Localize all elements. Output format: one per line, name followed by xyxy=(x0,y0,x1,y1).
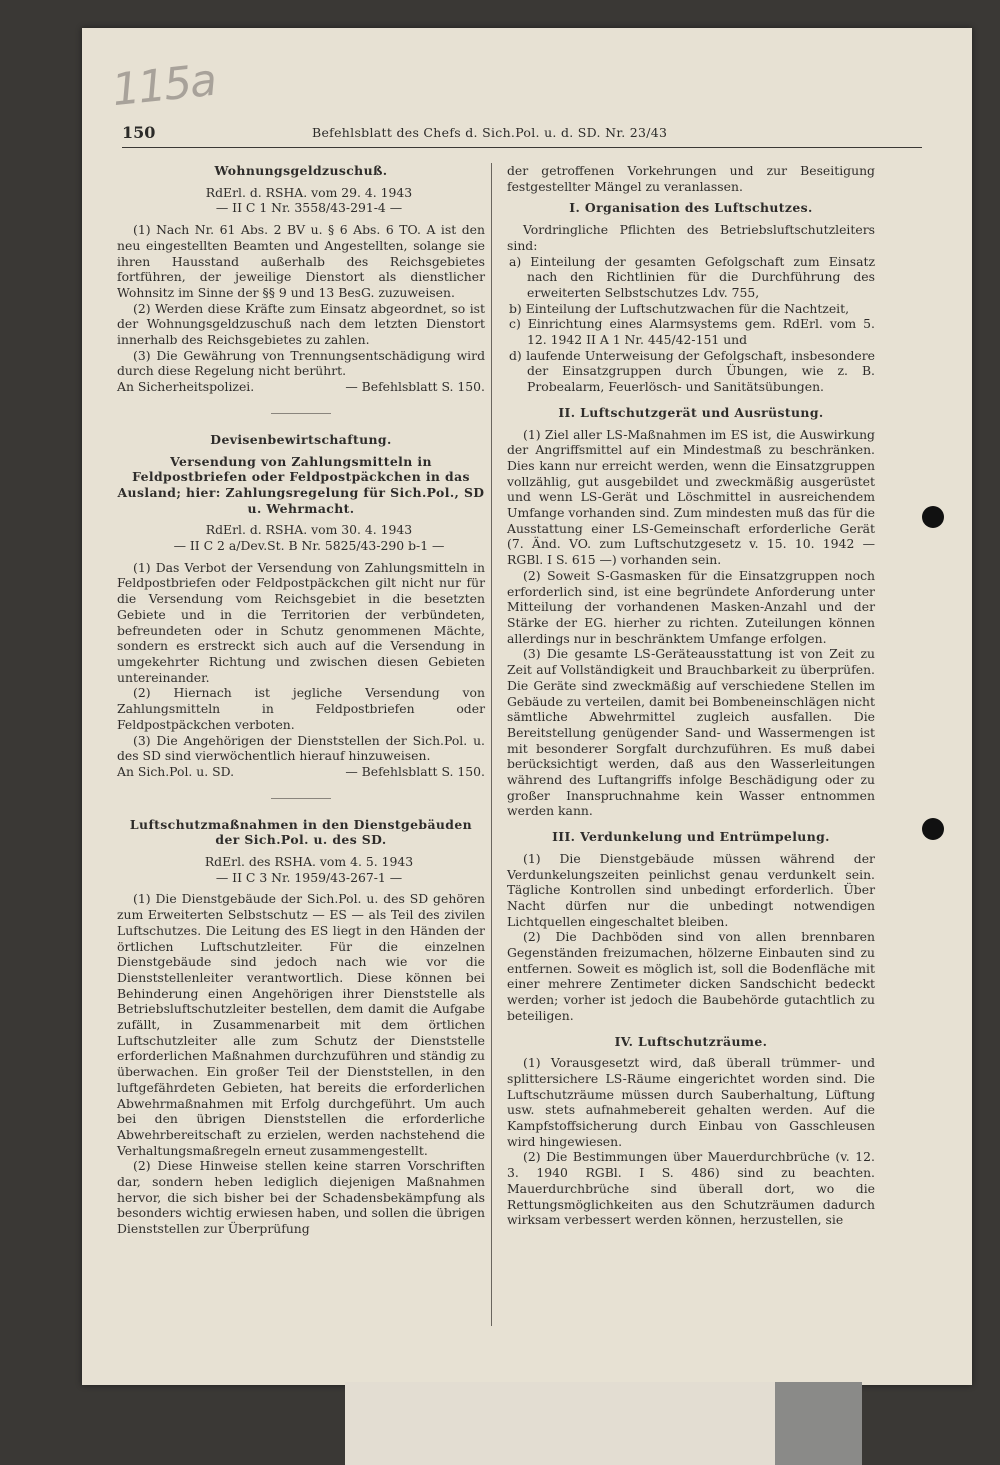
paragraph: (3) Die Angehörigen der Dienststellen der Sich.Pol. u. des SD sind vierwöchentlich hierauf hinzuweisen. xyxy=(117,732,485,764)
distribution-line xyxy=(117,764,485,780)
section-luftschutzmassnahmen xyxy=(117,817,485,1237)
subsection-heading: IV. Luftschutzräume. xyxy=(614,1033,768,1049)
paragraph: (3) Die gesamte LS-Geräteausstattung ist von Zeit zu Zeit auf Vollständigkeit und Brauchbarkeit zu überprüfen. Die Geräte sind zweckmäßig auf verschiedene Stellen im Gebäude zu verteilen, damit bei Bombeneinschlägen nicht sämtliche Abwehrmittel zugleich ausfallen. Die Bereitstellung genügender Sand- und Wassermengen ist mit besonderer Sorgfalt durchzuführen. Es muß dabei berücksichtigt werden, daß aus den Wasserleitungen während des Luftangriffs infolge Beschädigung oder zu großer Inanspruchnahme kein Wasser entnommen werden kann. xyxy=(507,646,875,819)
punch-hole xyxy=(922,506,944,528)
section-separator xyxy=(271,798,331,799)
paragraph: (3) Die Gewährung von Trennungsentschädigung wird durch diese Regelung nicht berührt. xyxy=(117,347,485,379)
paragraph: (1) Die Dienstgebäude müssen während der Verdunkelungszeiten peinlichst genau verdunkelt sein. Tägliche Kontrollen sind unbedingt erforderlich. Über Nacht dürfen nur die unbedingt notwendigen Lichtquellen eingeschaltet bleiben. xyxy=(507,850,875,929)
paragraph: (2) Diese Hinweise stellen keine starren Vorschriften dar, sondern heben lediglich diejenigen Maßnahmen hervor, die sich bisher bei der Schadensbekämpfung als besonders wichtig erwiesen haben, und sollen die übrigen Dienststellen zur Überprüfung xyxy=(117,1158,485,1237)
paragraph: (2) Die Bestimmungen über Mauerdurchbrüche (v. 12. 3. 1940 RGBl. I S. 486) sind zu beachten. Mauerdurchbrüche sind überall dort, wo die Rettungsmöglichkeiten aus den Schutzräumen dadurch wirksam verbessert werden können, herzustellen, sie xyxy=(507,1149,875,1228)
section-separator xyxy=(271,413,331,414)
file-number: — II C 3 Nr. 1959/43-267-1 — xyxy=(215,869,403,885)
section-title: Wohnungsgeldzuschuß. xyxy=(214,163,388,178)
section-subtitle: Versendung von Zahlungsmitteln in Feldpostbriefen oder Feldpostpäckchen in das Ausland; hier: Zahlungsregelung für Sich.Pol., SD u. Wehrmacht. xyxy=(117,453,485,516)
recipient: An Sich.Pol. u. SD. xyxy=(117,763,235,779)
calibration-card-light xyxy=(345,1382,775,1465)
paragraph: (2) Soweit S-Gasmasken für die Einsatzgruppen noch erforderlich sind, ist eine begründete Anforderung unter Mitteilung der vorhandenen Masken-Anzahl und der Stärke der EG. hierher zu richten. Zuteilungen können allerdings nur in beschränktem Umfange erfolgen. xyxy=(507,567,875,646)
file-number: — II C 2 a/Dev.St. B Nr. 5825/43-290 b-1 — xyxy=(173,538,445,554)
decree-reference: RdErl. d. RSHA. vom 30. 4. 1943 xyxy=(205,522,413,538)
publication-ref: — Befehlsblatt S. 150. xyxy=(345,379,485,395)
list-item: c) Einrichtung eines Alarmsystems gem. RdErl. vom 5. 12. 1942 II A 1 Nr. 445/42-151 und xyxy=(509,316,875,348)
section-devisenbewirtschaftung xyxy=(117,432,485,780)
paragraph: (1) Ziel aller LS-Maßnahmen im ES ist, die Auswirkung der Angriffsmittel auf ein Mindestmaß zu beschränken. Dies kann nur erreicht werden, wenn die Einsatzgruppen vollzählig, gut ausgebildet und zweckmäßig ausgerüstet und wenn LS-Gerät und Löschmittel in ausreichendem Umfange vorhanden sind. Zum mindesten muß das für die Ausstattung einer LS-Gemeinschaft erforderliche Gerät (7. Änd. VO. zum Luftschutzgesetz v. 15. 10. 1942 — RGBl. I S. 615 —) vorhanden sein. xyxy=(507,426,875,568)
publication-ref: — Befehlsblatt S. 150. xyxy=(345,763,485,779)
section-title: Luftschutzmaßnahmen in den Dienstgebäuden der Sich.Pol. u. des SD. xyxy=(129,816,473,848)
document-page xyxy=(82,28,972,1385)
list-item: b) Einteilung der Luftschutzwachen für die Nachtzeit, xyxy=(509,300,850,316)
paragraph: (1) Die Dienstgebäude der Sich.Pol. u. des SD gehören zum Erweiterten Selbstschutz — ES — als Teil des zivilen Luftschutzes. Die Leitung des ES liegt in den Händen der örtlichen Luftschutzleiter. Für die einzelnen Dienstgebäude sind jedoch nach wie vor die Dienststellenleiter verantwortlich. Diese können bei Behinderung einen Angehörigen ihrer Dienststelle als Betriebsluftschutzleiter bestellen, dem damit die Aufgabe zufällt, in Zusammenarbeit mit dem örtlichen Luftschutzleiter alle zum Schutz der Dienststelle erforderlichen Maßnahmen durchzuführen und ständig zu überwachen. Ein großer Teil der Dienststellen, in den luftgefährdeten Gebieten, hat bereits die erforderlichen Abwehrmaßnahmen mit Erfolg durchgeführt. Um auch bei den übrigen Dienststellen die erforderliche Abwehrbereitschaft zu erzielen, werden nachstehend die Verhaltungsmaßregeln erneut zusammengestellt. xyxy=(117,891,485,1158)
paragraph: Vordringliche Pflichten des Betriebsluftschutzleiters sind: xyxy=(507,222,875,253)
paragraph: (2) Werden diese Kräfte zum Einsatz abgeordnet, so ist der Wohnungsgeldzuschuß nach dem letzten Dienstort innerhalb des Reichsgebietes zu zahlen. xyxy=(117,300,485,348)
list-item: a) Einteilung der gesamten Gefolgschaft zum Einsatz nach den Richtlinien für die Durchführung des erweiterten Selbstschutzes Ldv. 755, xyxy=(509,253,875,300)
paragraph: (2) Hiernach ist jegliche Versendung von Zahlungsmitteln in Feldpostbriefen oder Feldpostpäckchen verboten. xyxy=(117,685,485,732)
column-divider xyxy=(491,163,492,1326)
file-number: — II C 1 Nr. 3558/43-291-4 — xyxy=(215,200,403,216)
paragraph: (2) Die Dachböden sind von allen brennbaren Gegenständen freizumachen, hölzerne Einbauten sind zu entfernen. Soweit es möglich ist, soll die Bodenfläche mit einer mehrere Zentimeter dicken Sandschicht bedeckt werden; vorher ist jedoch die Baubehörde gutachtlich zu beteiligen. xyxy=(507,929,875,1023)
paragraph: (1) Vorausgesetzt wird, daß überall trümmer- und splittersichere LS-Räume eingerichtet worden sind. Die Luftschutzräume müssen durch Sauberhaltung, Lüftung usw. stets aufnahmebereit gehalten werden. Auf die Kampfstoffsicherung durch Einbau von Gasschleusen wird hingewiesen. xyxy=(507,1055,875,1149)
decree-reference: RdErl. d. RSHA. vom 29. 4. 1943 xyxy=(205,184,413,200)
recipient: An Sicherheitspolizei. xyxy=(117,379,255,395)
decree-reference: RdErl. des RSHA. vom 4. 5. 1943 xyxy=(204,854,414,870)
page-header xyxy=(122,121,922,148)
section-title: Devisenbewirtschaftung. xyxy=(210,431,392,447)
list-item: d) laufende Unterweisung der Gefolgschaft, insbesondere der Einsatzgruppen durch Übungen, wie z. B. Probealarm, Feuerlösch- und Sanitätsübungen. xyxy=(509,347,875,395)
paragraph: (1) Nach Nr. 61 Abs. 2 BV u. § 6 Abs. 6 TO. A ist den neu eingestellten Beamten und Angestellten, solange sie ihren Hausstand außerhalb des Reichsgebietes fortführen, der jeweilige Dienstort als dienstlicher Wohnsitz im Sinne der §§ 9 und 13 BesG. zuzuweisen. xyxy=(117,222,485,300)
calibration-card-grey xyxy=(775,1382,862,1465)
running-title: Befehlsblatt des Chefs d. Sich.Pol. u. d. SD. Nr. 23/43 xyxy=(312,125,668,140)
distribution-line xyxy=(117,379,485,395)
subsection-heading: III. Verdunkelung und Entrümpelung. xyxy=(552,829,830,845)
handwritten-page-annotation: 115a xyxy=(109,54,218,117)
paragraph-continuation: der getroffenen Vorkehrungen und zur Beseitigung festgestellter Mängel zu veranlassen. xyxy=(507,163,875,194)
section-wohnungsgeldzuschuss xyxy=(117,163,485,395)
subsection-heading: I. Organisation des Luftschutzes. xyxy=(569,200,813,216)
paragraph: (1) Das Verbot der Versendung von Zahlungsmitteln in Feldpostbriefen oder Feldpostpäckchen gilt nicht nur für die Versendung vom Reichsgebiet in die besetzten Gebiete und in die Territorien der verbündeten, befreundeten oder in Schutz genommenen Mächte, sondern es erstreckt sich auch auf die Versendung in umgekehrter Richtung und zwischen diesen Gebieten untereinander. xyxy=(117,559,485,685)
page-number: 150 xyxy=(122,123,156,142)
subsection-heading: II. Luftschutzgerät und Ausrüstung. xyxy=(558,404,824,420)
punch-hole xyxy=(922,818,944,840)
left-column xyxy=(117,163,485,1237)
right-column xyxy=(507,163,875,1228)
